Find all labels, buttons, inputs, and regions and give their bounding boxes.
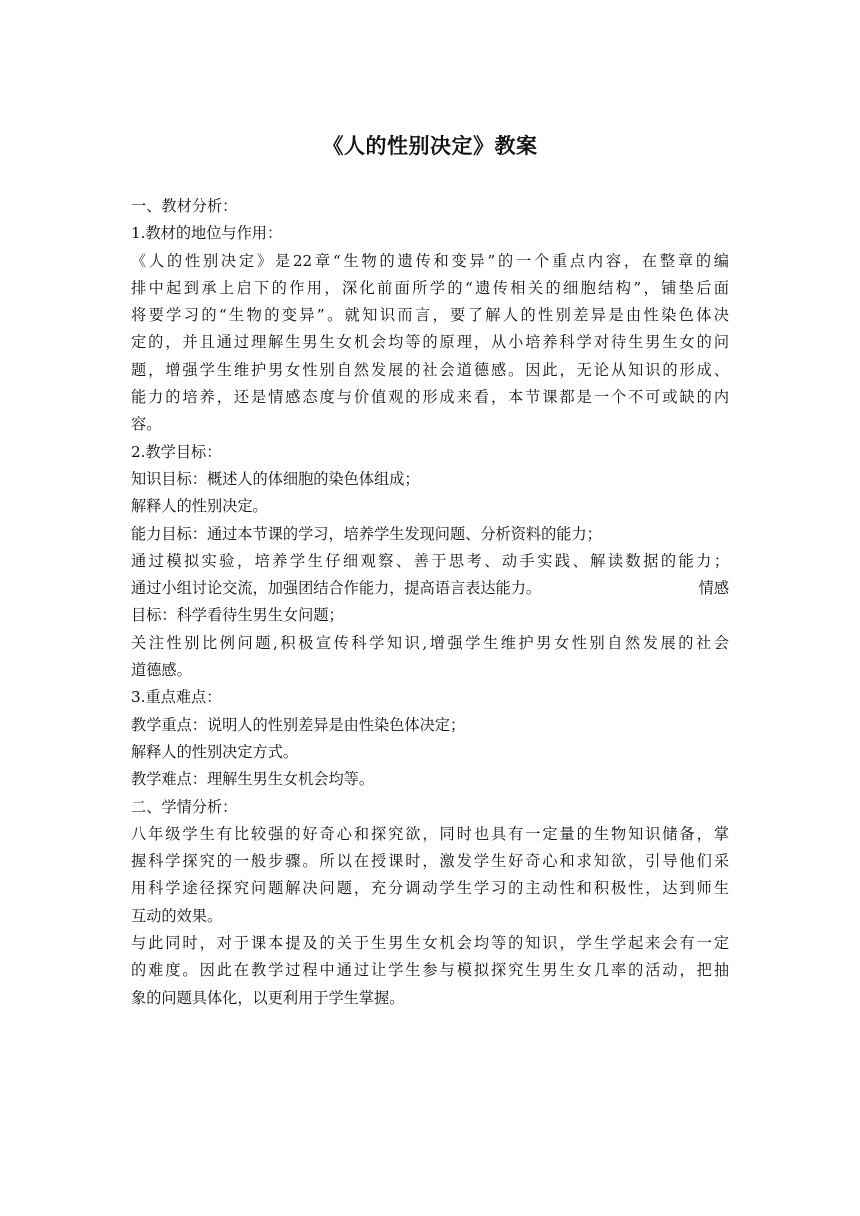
text-line: 象的问题具体化，以更利用于学生掌握。 xyxy=(131,988,405,1007)
text-line: 能力目标：通过本节课的学习，培养学生发现问题、分析资料的能力； xyxy=(131,524,602,543)
text-line: 教学重点：说明人的性别差异是由性染色体决定； xyxy=(131,715,466,734)
document-title: 《人的性别决定》教案 xyxy=(322,134,538,158)
text-line-left: 通过小组讨论交流，加强团结合作能力，提高语言表达能力。 xyxy=(131,579,542,598)
text-line: 容。 xyxy=(131,415,162,434)
text-line: 解释人的性别决定。 xyxy=(131,497,268,516)
text-line: 《人的性别决定》是22章“生物的遗传和变异”的一个重点内容，在整章的编 xyxy=(131,251,729,270)
text-line: 1.教材的地位与作用： xyxy=(131,224,283,243)
text-line: 目标：科学看待生男生女问题； xyxy=(131,606,344,625)
text-line: 与此同时，对于课本提及的关于生男生女机会均等的知识，学生学起来会有一定 xyxy=(131,934,729,953)
text-line: 用科学途径探究问题解决问题，充分调动学生学习的主动性和积极性，达到师生 xyxy=(131,879,729,898)
text-line: 通过模拟实验，培养学生仔细观察、善于思考、动手实践、解读数据的能力； xyxy=(131,551,729,570)
text-line: 二、学情分析： xyxy=(131,797,238,816)
text-line: 排中起到承上启下的作用，深化前面所学的“遗传相关的细胞结构”，铺垫后面 xyxy=(131,278,729,297)
document-body xyxy=(131,193,729,1012)
text-line: 将要学习的“生物的变异”。就知识而言，要了解人的性别差异是由性染色体决 xyxy=(131,306,729,325)
text-line: 题，增强学生维护男女性别自然发展的社会道德感。因此，无论从知识的形成、 xyxy=(131,360,729,379)
text-line: 3.重点难点： xyxy=(131,688,222,707)
text-line: 教学难点：理解生男生女机会均等。 xyxy=(131,770,374,789)
text-line: 的难度。因此在教学过程中通过让学生参与模拟探究生男生女几率的活动，把抽 xyxy=(131,961,729,980)
text-line: 关注性别比例问题,积极宣传科学知识,增强学生维护男女性别自然发展的社会 xyxy=(131,633,729,652)
text-line: 解释人的性别决定方式。 xyxy=(131,742,299,761)
text-line: 八年级学生有比较强的好奇心和探究欲，同时也具有一定量的生物知识储备，掌 xyxy=(131,824,729,843)
text-line: 一、教材分析： xyxy=(131,197,238,215)
text-line: 定的，并且通过理解生男生女机会均等的原理，从小培养科学对待生男生女的问 xyxy=(131,333,729,352)
text-line: 2.教学目标： xyxy=(131,442,222,461)
text-line: 互动的效果。 xyxy=(131,906,223,925)
text-line: 握科学探究的一般步骤。所以在授课时，激发学生好奇心和求知欲，引导他们采 xyxy=(131,852,729,871)
text-line-right: 情感 xyxy=(698,579,729,598)
text-line: 知识目标：概述人的体细胞的染色体组成； xyxy=(131,469,420,488)
text-line xyxy=(131,575,729,602)
text-line: 道德感。 xyxy=(131,661,192,680)
text-line: 能力的培养，还是情感态度与价值观的形成来看，本节课都是一个不可或缺的内 xyxy=(131,388,729,407)
